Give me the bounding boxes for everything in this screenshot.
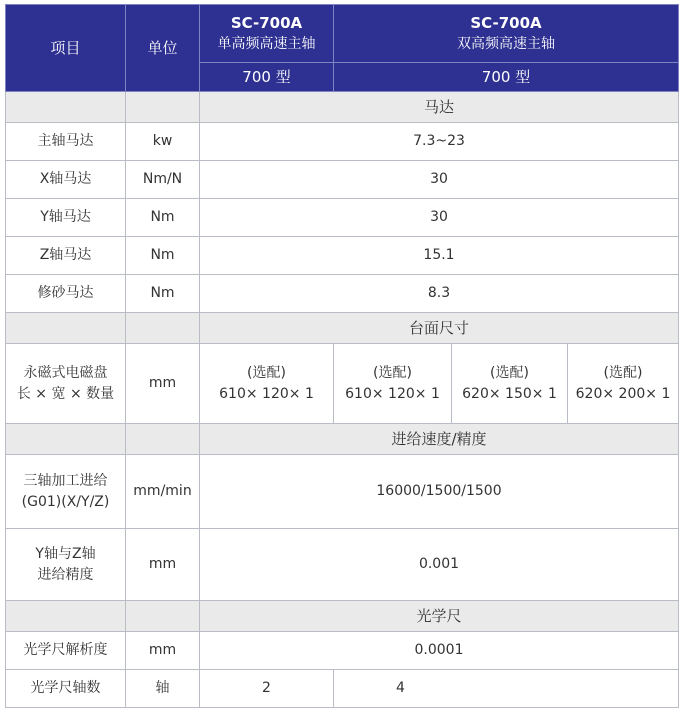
table-row — [6, 529, 679, 601]
row-label-line: (G01)(X/Y/Z) — [21, 493, 110, 510]
table-row — [6, 237, 679, 275]
row-label: 光学尺解析度 — [6, 632, 126, 670]
section-motor — [6, 92, 679, 123]
row-label-line: 长 × 宽 × 数量 — [16, 385, 115, 402]
header-type-b: 700 型 — [334, 63, 679, 92]
option-tag: (选配) — [247, 364, 286, 381]
option-tag: (选配) — [373, 364, 412, 381]
chuck-option — [334, 344, 452, 424]
model-b-name: SC-700A — [470, 13, 542, 32]
row-value: 15.1 — [200, 237, 679, 275]
model-b-desc: 双高频高速主轴 — [457, 35, 555, 52]
row-unit: mm/min — [126, 455, 200, 529]
header-type-a: 700 型 — [200, 63, 334, 92]
table-row — [6, 455, 679, 529]
row-value: 7.3~23 — [200, 123, 679, 161]
option-size: 610× 120× 1 — [345, 385, 440, 402]
spec-table — [5, 4, 679, 708]
section-blank — [6, 92, 126, 123]
section-title: 进给速度/精度 — [200, 424, 679, 455]
section-blank — [126, 424, 200, 455]
header-item: 项目 — [6, 5, 126, 92]
row-label: X轴马达 — [6, 161, 126, 199]
option-size: 610× 120× 1 — [219, 385, 314, 402]
option-size: 620× 200× 1 — [575, 385, 671, 402]
row-label-line: 进给精度 — [37, 566, 94, 583]
table-row — [6, 670, 679, 708]
row-unit: mm — [126, 529, 200, 601]
row-unit: kw — [126, 123, 200, 161]
section-title: 马达 — [200, 92, 679, 123]
row-label-line: Y轴与Z轴 — [35, 545, 96, 562]
row-value: 30 — [200, 199, 679, 237]
model-a-desc: 单高频高速主轴 — [217, 35, 316, 52]
section-title: 台面尺寸 — [200, 313, 679, 344]
chuck-option — [452, 344, 568, 424]
option-size: 620× 150× 1 — [462, 385, 557, 402]
row-value: 16000/1500/1500 — [200, 455, 679, 529]
chuck-option — [200, 344, 334, 424]
row-unit: mm — [126, 632, 200, 670]
header-unit: 单位 — [126, 5, 200, 92]
row-label: Y轴马达 — [6, 199, 126, 237]
table-row — [6, 275, 679, 313]
row-unit: Nm — [126, 237, 200, 275]
section-title: 光学尺 — [200, 601, 679, 632]
row-unit: 轴 — [126, 670, 200, 708]
section-blank — [6, 601, 126, 632]
option-tag: (选配) — [603, 364, 643, 381]
row-value-a: 2 — [200, 670, 334, 708]
row-value: 0.0001 — [200, 632, 679, 670]
row-value: 8.3 — [200, 275, 679, 313]
table-row — [6, 199, 679, 237]
row-label-line: 三轴加工进给 — [23, 472, 108, 489]
table-row — [6, 344, 679, 424]
row-label-line: 永磁式电磁盘 — [23, 364, 108, 381]
option-tag: (选配) — [490, 364, 529, 381]
table-row — [6, 161, 679, 199]
section-blank — [126, 601, 200, 632]
table-row — [6, 632, 679, 670]
model-a-name: SC-700A — [230, 13, 303, 32]
section-blank — [6, 424, 126, 455]
header-model-b — [334, 5, 679, 63]
row-label — [6, 529, 126, 601]
row-label: Z轴马达 — [6, 237, 126, 275]
section-blank — [6, 313, 126, 344]
section-blank — [126, 92, 200, 123]
row-value-b: 4 — [334, 670, 679, 708]
row-label — [6, 344, 126, 424]
chuck-option — [568, 344, 679, 424]
row-label: 主轴马达 — [6, 123, 126, 161]
header-model-a — [200, 5, 334, 63]
row-value: 30 — [200, 161, 679, 199]
row-unit: Nm — [126, 275, 200, 313]
row-label: 光学尺轴数 — [6, 670, 126, 708]
row-value: 0.001 — [200, 529, 679, 601]
table-row — [6, 123, 679, 161]
section-optical — [6, 601, 679, 632]
row-label: 修砂马达 — [6, 275, 126, 313]
section-table-size — [6, 313, 679, 344]
row-unit: Nm — [126, 199, 200, 237]
section-blank — [126, 313, 200, 344]
row-unit: Nm/N — [126, 161, 200, 199]
header-row — [6, 5, 679, 63]
row-unit: mm — [126, 344, 200, 424]
row-label — [6, 455, 126, 529]
section-feed — [6, 424, 679, 455]
